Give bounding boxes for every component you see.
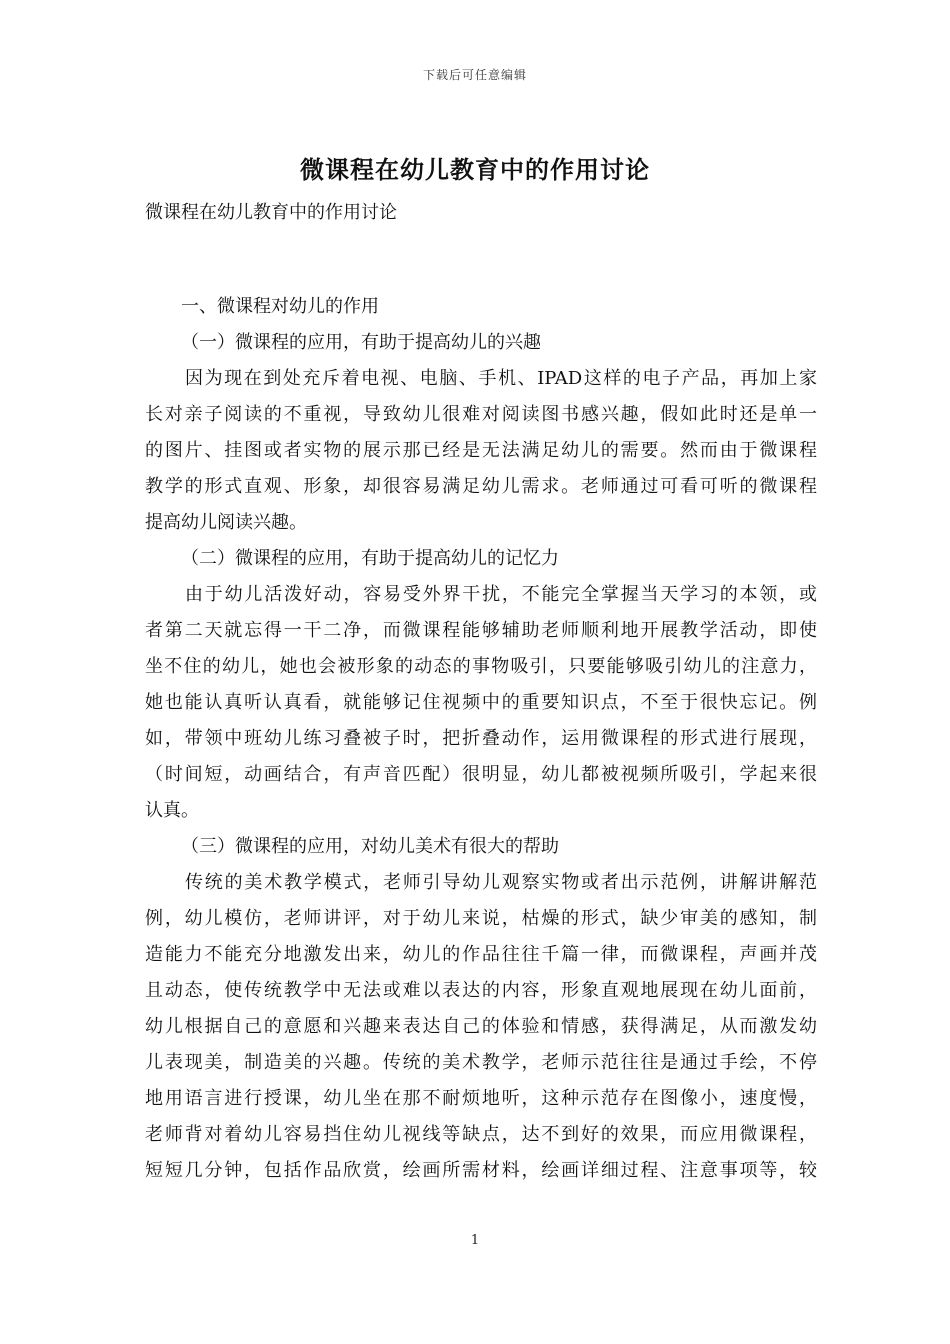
paragraph-line: 教学的形式直观、形象，却很容易满足幼儿需求。老师通过可看可听的微课程 xyxy=(145,476,817,497)
document-subtitle: 微课程在幼儿教育中的作用讨论 xyxy=(145,202,397,223)
paragraph-line: 提高幼儿阅读兴趣。 xyxy=(145,512,307,533)
page-header: 下载后可任意编辑 xyxy=(422,68,527,82)
paragraph-line: 例，幼儿模仿，老师讲评，对于幼儿来说，枯燥的形式，缺少审美的感知，制 xyxy=(145,908,817,929)
paragraph-line: 儿表现美，制造美的兴趣。传统的美术教学，老师示范往往是通过手绘，不停 xyxy=(145,1052,817,1073)
paragraph-line: 幼儿根据自己的意愿和兴趣来表达自己的体验和情感，获得满足，从而激发幼 xyxy=(145,1016,817,1037)
paragraph-line: 坐不住的幼儿，她也会被形象的动态的事物吸引，只要能够吸引幼儿的注意力， xyxy=(145,656,817,677)
paragraph-line: 由于幼儿活泼好动，容易受外界干扰，不能完全掌握当天学习的本领，或 xyxy=(185,584,817,605)
paragraph-line: 短短几分钟，包括作品欣赏，绘画所需材料，绘画详细过程、注意事项等，较 xyxy=(145,1160,817,1181)
paragraph-line: 因为现在到处充斥着电视、电脑、手机、IPAD这样的电子产品，再加上家 xyxy=(185,368,817,389)
paragraph-line: 认真。 xyxy=(145,800,199,821)
paragraph-line: 传统的美术教学模式，老师引导幼儿观察实物或者出示范例，讲解讲解范 xyxy=(185,872,817,893)
paragraph-line: （时间短，动画结合，有声音匹配）很明显，幼儿都被视频所吸引，学起来很 xyxy=(145,764,817,785)
paragraph-line: 如，带领中班幼儿练习叠被子时，把折叠动作，运用微课程的形式进行展现， xyxy=(145,728,817,749)
document-title: 微课程在幼儿教育中的作用讨论 xyxy=(300,155,650,184)
paragraph-line: 地用语言进行授课，幼儿坐在那不耐烦地听，这种示范存在图像小，速度慢， xyxy=(145,1088,817,1109)
subsection-heading: （一）微课程的应用，有助于提高幼儿的兴趣 xyxy=(181,332,541,353)
paragraph-line: 造能力不能充分地激发出来，幼儿的作品往往千篇一律，而微课程，声画并茂 xyxy=(145,944,817,965)
blank-line xyxy=(145,231,817,289)
paragraph-line: 她也能认真听认真看，就能够记住视频中的重要知识点，不至于很快忘记。例 xyxy=(145,692,817,713)
paragraph-line: 长对亲子阅读的不重视，导致幼儿很难对阅读图书感兴趣，假如此时还是单一 xyxy=(145,404,817,425)
paragraph-line: 的图片、挂图或者实物的展示那已经是无法满足幼儿的需要。然而由于微课程 xyxy=(145,440,817,461)
paragraph-line: 老师背对着幼儿容易挡住幼儿视线等缺点，达不到好的效果，而应用微课程， xyxy=(145,1124,817,1145)
paragraph-line: 且动态，使传统教学中无法或难以表达的内容，形象直观地展现在幼儿面前， xyxy=(145,980,817,1001)
subsection-heading: （三）微课程的应用，对幼儿美术有很大的帮助 xyxy=(181,836,559,857)
section-heading: 一、微课程对幼儿的作用 xyxy=(181,296,379,317)
document-body xyxy=(145,195,817,1189)
paragraph-line: 者第二天就忘得一干二净，而微课程能够辅助老师顺利地开展教学活动，即使 xyxy=(145,620,817,641)
page-number: 1 xyxy=(470,1233,480,1248)
subsection-heading: （二）微课程的应用，有助于提高幼儿的记忆力 xyxy=(181,548,559,569)
